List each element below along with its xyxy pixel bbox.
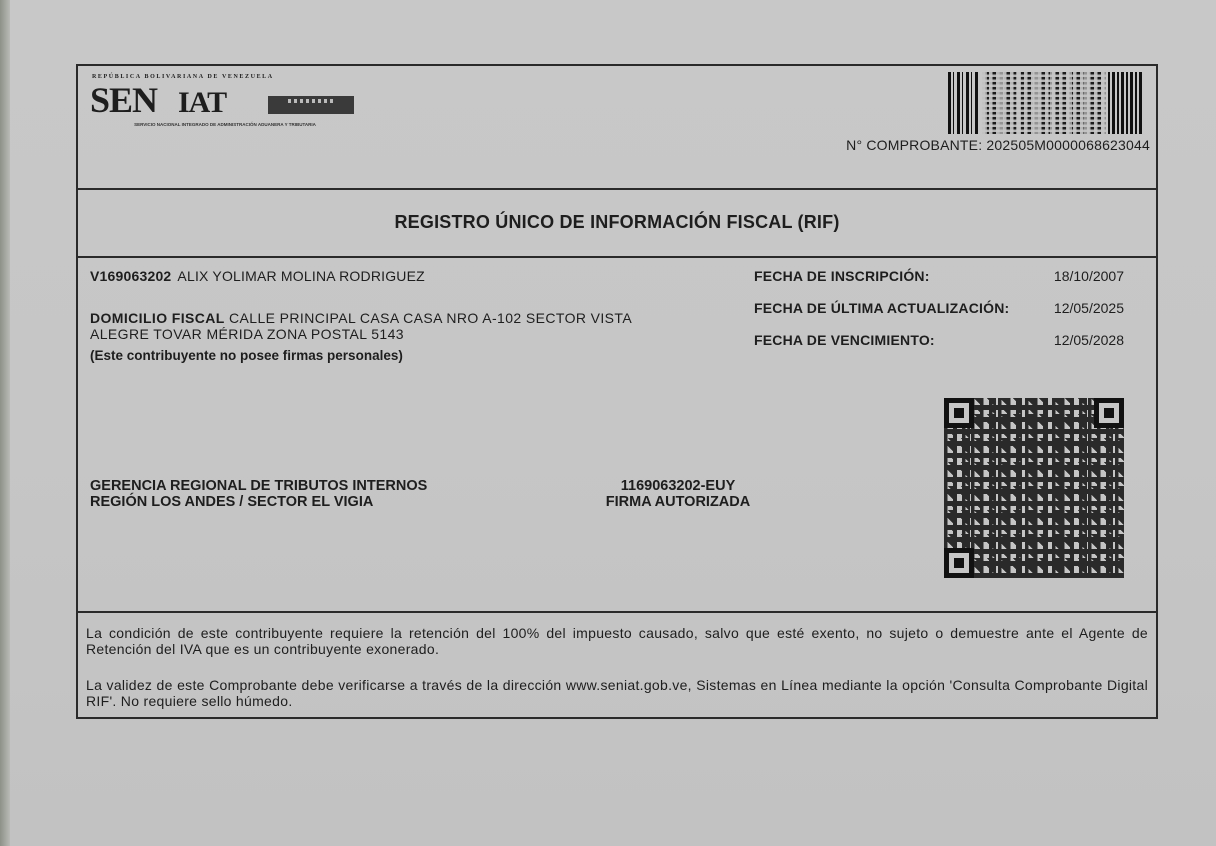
footer-section <box>78 613 1156 717</box>
rif-certificate <box>76 64 1158 719</box>
taxpayer-name: ALIX YOLIMAR MOLINA RODRIGUEZ <box>177 268 425 284</box>
logo-subtext: SERVICIO NACIONAL INTEGRADO DE ADMINISTRACIÓN ADUANERA Y TRIBUTARIA <box>134 122 316 127</box>
logo-sen-text: SEN <box>90 80 158 120</box>
qr-code-icon <box>944 398 1124 578</box>
domicilio-label: DOMICILIO FISCAL <box>90 310 225 326</box>
barcode-icon <box>948 72 1144 134</box>
gerencia-line2: REGIÓN LOS ANDES / SECTOR EL VIGIA <box>90 494 374 510</box>
firma-code: 1169063202-EUY <box>620 478 736 494</box>
domicilio-fiscal <box>90 310 750 342</box>
title-section <box>78 190 1156 258</box>
date-label: FECHA DE INSCRIPCIÓN: <box>754 268 930 284</box>
header-section <box>78 66 1156 190</box>
domicilio-line1: CALLE PRINCIPAL CASA CASA NRO A-102 SECTOR VISTA <box>229 310 633 326</box>
date-value: 12/05/2028 <box>1053 332 1124 348</box>
logo-iat-text: IAT <box>178 86 227 119</box>
date-row <box>754 300 1124 332</box>
date-label: FECHA DE VENCIMIENTO: <box>754 332 935 348</box>
document-title: REGISTRO ÚNICO DE INFORMACIÓN FISCAL (RIF) <box>394 212 840 232</box>
body-section <box>78 258 1156 613</box>
gerencia-line1: GERENCIA REGIONAL DE TRIBUTOS INTERNOS <box>90 478 428 494</box>
date-value: 12/05/2025 <box>1053 300 1124 316</box>
comprobante-number: N° COMPROBANTE: 202505M0000068623044 <box>846 137 1150 153</box>
taxpayer-line <box>90 268 750 284</box>
firma-autorizada <box>578 478 778 510</box>
date-label: FECHA DE ÚLTIMA ACTUALIZACIÓN: <box>754 300 1010 316</box>
dates-block <box>754 268 1124 364</box>
paper-edge <box>0 0 10 846</box>
date-value: 18/10/2007 <box>1053 268 1124 284</box>
rif-number: V169063202 <box>90 268 172 284</box>
seniat-logo <box>90 74 358 148</box>
date-row <box>754 268 1124 300</box>
firma-label: FIRMA AUTORIZADA <box>605 494 751 510</box>
taxpayer-info <box>90 268 750 363</box>
validity-notice: La validez de este Comprobante debe verificarse a través de la dirección www.seniat.gob.ve, Sistemas en Línea mediante la opción 'Consulta Comprobante Digital RIF'. No requiere sello húmedo. <box>86 677 1148 709</box>
logo-top-text: REPÚBLICA BOLIVARIANA DE VENEZUELA <box>92 74 274 80</box>
domicilio-line2: ALEGRE TOVAR MÉRIDA ZONA POSTAL 5143 <box>90 326 404 342</box>
date-row <box>754 332 1124 364</box>
firma-note: (Este contribuyente no posee firmas personales) <box>90 348 403 363</box>
flag-icon <box>268 96 354 114</box>
retention-notice: La condición de este contribuyente requiere la retención del 100% del impuesto causado, salvo que esté exento, no sujeto o demuestre ante el Agente de Retención del IVA que es un contribuyente exonerado. <box>86 625 1148 657</box>
gerencia-block <box>90 478 427 510</box>
